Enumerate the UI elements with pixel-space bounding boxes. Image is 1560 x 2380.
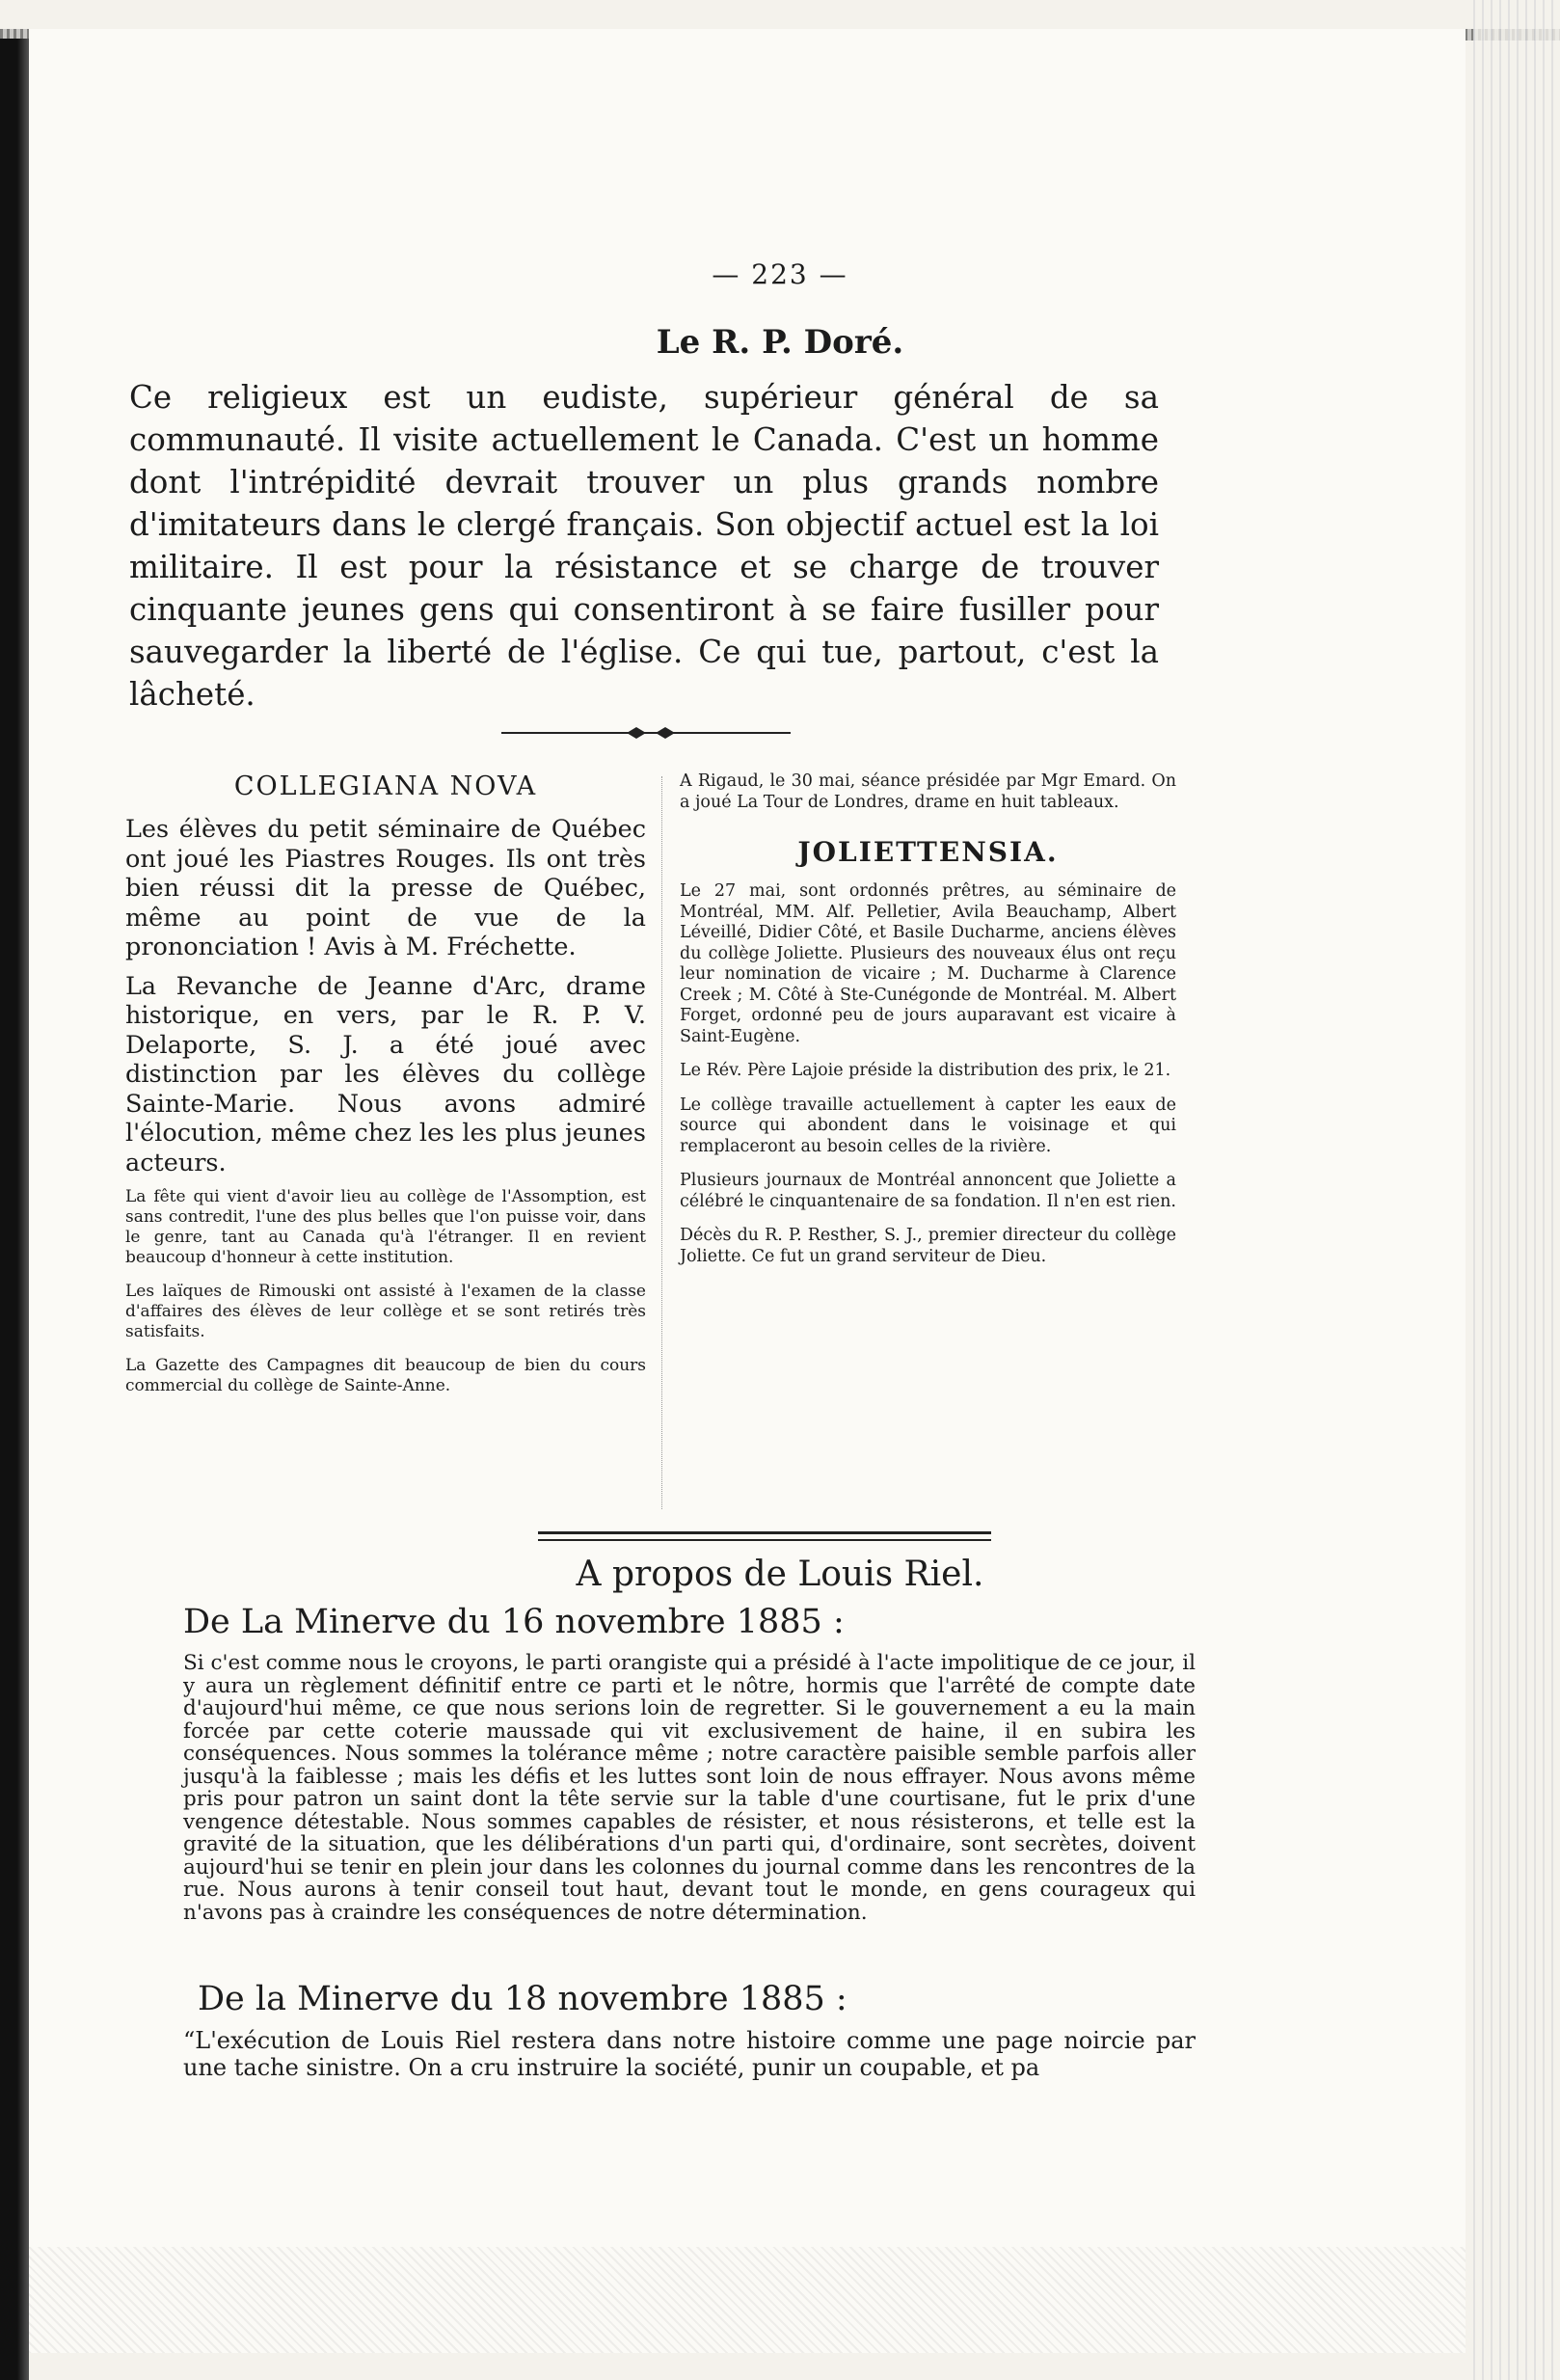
column-divider	[661, 776, 662, 1509]
section-double-rule	[538, 1531, 991, 1541]
joliettensia-item: Le collège travaille actuellement à capter les eaux de source qui abondent dans le voisinage et qui remplaceront au besoin celles de la rivière.	[680, 1095, 1176, 1156]
scan-noise-bottom	[29, 2247, 1466, 2353]
collegiana-heading: COLLEGIANA NOVA	[233, 771, 538, 801]
joliettensia-column	[680, 771, 1176, 1281]
two-column-section	[125, 771, 1176, 1524]
collegiana-item: La Revanche de Jeanne d'Arc, drame historique, en vers, par le R. P. V. Delaporte, S. J. a été joué avec distinction par les élèves du collège Sainte-Marie. Nous avons admiré l'élocution, même chez les les plus jeunes acteurs.	[125, 971, 646, 1177]
riel-section-title: A propos de Louis Riel.	[576, 1555, 984, 1594]
page-number: — 223 —	[712, 258, 848, 290]
article-title: Le R. P. Doré.	[656, 323, 904, 362]
collegiana-item: La fête qui vient d'avoir lieu au collège de l'Assomption, est sans contredit, l'une des plus belles que l'on puisse voir, dans le genre, tant au Canada qu'à l'étranger. Il en revient beaucoup d'honneur à cette institution.	[125, 1187, 646, 1267]
joliettensia-item: Le Rév. Père Lajoie préside la distribution des prix, le 21.	[680, 1061, 1171, 1080]
joliettensia-item: Plusieurs journaux de Montréal annoncent que Joliette a célébré le cinquantenaire de sa fondation. Il n'en est rien.	[680, 1171, 1176, 1211]
joliettensia-heading: JOLIETTENSIA.	[797, 836, 1059, 868]
minerve-quote-2: “L'exécution de Louis Riel restera dans notre histoire comme une page noircie par une tache sinistre. On a cru instruire la société, punir un coupable, et pa	[183, 2027, 1196, 2081]
rigaud-item: A Rigaud, le 30 mai, séance présidée par Mgr Emard. On a joué La Tour de Londres, drame en huit tableaux.	[680, 771, 1176, 812]
lead-paragraph: Ce religieux est un eudiste, supérieur général de sa communauté. Il visite actuellement le Canada. C'est un homme dont l'intrépidité devrait trouver un plus grands nombre d'imitateurs dans le clergé français. Son objectif actuel est la loi militaire. Il est pour la résistance et se charge de trouver cinquante jeunes gens qui consentiront à se faire fusiller pour sauvegarder la liberté de l'église. Ce qui tue, partout, c'est la lâcheté.	[129, 379, 1159, 713]
ornament-divider	[501, 725, 791, 741]
scan-left-edge	[0, 39, 29, 2380]
collegiana-column	[125, 771, 646, 1410]
minerve-source-2: De la Minerve du 18 novembre 1885 :	[198, 1980, 847, 2018]
minerve-source-1: De La Minerve du 16 novembre 1885 :	[183, 1603, 845, 1641]
joliettensia-item: Décès du R. P. Resther, S. J., premier directeur du collège Joliette. Ce fut un grand serviteur de Dieu.	[680, 1226, 1176, 1266]
collegiana-item: La Gazette des Campagnes dit beaucoup de bien du cours commercial du collège de Sainte-Anne.	[125, 1356, 646, 1395]
joliettensia-item: Le 27 mai, sont ordonnés prêtres, au séminaire de Montréal, MM. Alf. Pelletier, Avila Beauchamp, Albert Léveillé, Didier Côté, et Basile Ducharme, anciens élèves du collège Joliette. Plusieurs des nouveaux élus ont reçu leur nomination de vicaire ; M. Ducharme à Clarence Creek ; M. Côté à Ste-Cunégonde de Montréal. M. Albert Forget, ordonné peu de jours auparavant est vicaire à Saint-Eugène.	[680, 881, 1176, 1046]
collegiana-item: Les laïques de Rimouski ont assisté à l'examen de la classe d'affaires des élèves de leur collège et se sont retirés très satisfaits.	[125, 1282, 646, 1341]
minerve-quote-1: Si c'est comme nous le croyons, le parti orangiste qui a présidé à l'acte impolitique de ce jour, il y aura un règlement définitif entre ce parti et le nôtre, hormis que l'arrêté de compte date d'aujourd'hui même, ce que nous serions loin de regretter. Si le gouvernement a eu la main forcée par cette coterie maussade qui vit exclusivement de haine, il en subira les conséquences. Nous sommes la tolérance même ; notre caractère paisible semble parfois aller jusqu'à la faiblesse ; mais les défis et les luttes sont loin de nous effrayer. Nous avons même pris pour patron un saint dont la tête servie sur la table d'une courtisane, fut le prix d'une vengence détestable. Nous sommes capables de résister, et nous résisterons, et telle est la gravité de la situation, que les délibérations d'un parti qui, d'ordinaire, sont secrètes, doivent aujourd'hui se tenir en plein jour dans les colonnes du journal comme dans les rencontres de la rue. Nous aurons à tenir conseil tout haut, devant tout le monde, en gens courageux qui n'avons pas à craindre les conséquences de notre détermination.	[183, 1651, 1196, 1925]
collegiana-item: Les élèves du petit séminaire de Québec ont joué les Piastres Rouges. Ils ont très bien réussi dit la presse de Québec, même au point de vue de la prononciation ! Avis à M. Fréchette.	[125, 815, 646, 961]
